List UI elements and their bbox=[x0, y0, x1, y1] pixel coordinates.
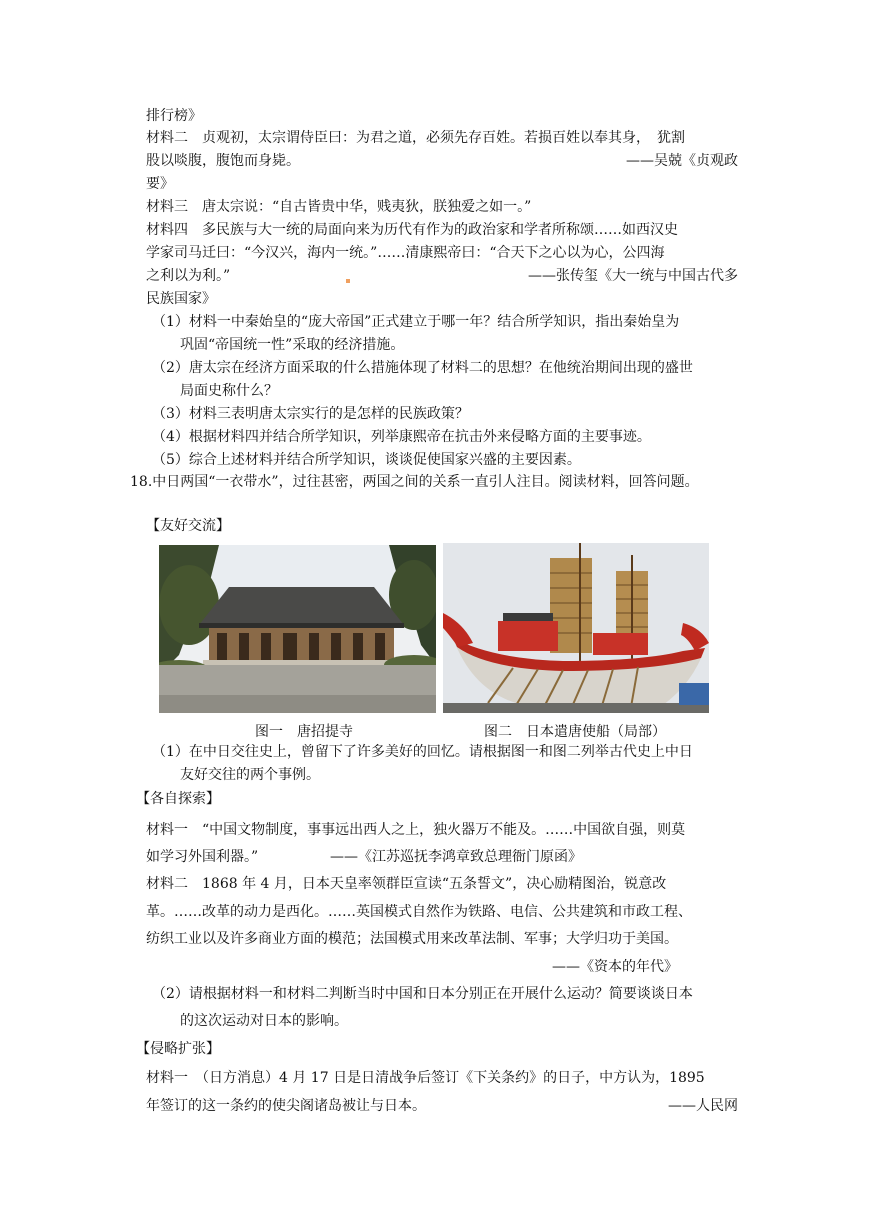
citation: ——人民网 bbox=[668, 1098, 738, 1114]
text-line: 股以啖腹，腹饱而身毙。 bbox=[146, 153, 300, 169]
question-2: （2）唐太宗在经济方面采取的什么措施体现了材料二的思想？在他统治期间出现的盛世 bbox=[152, 360, 693, 376]
text-line: 革。……改革的动力是西化。……英国模式自然作为铁路、电信、公共建筑和市政工程、 bbox=[146, 904, 692, 920]
material-one-line: 材料一 （日方消息）4 月 17 日是日清战争后签订《下关条约》的日子，中方认为，1895 bbox=[146, 1070, 705, 1086]
text-line: 之利以为利。” bbox=[146, 268, 231, 284]
section-heading-aggression: 【侵略扩张】 bbox=[136, 1041, 220, 1057]
question-3: （3）材料三表明唐太宗实行的是怎样的民族政策？ bbox=[152, 406, 469, 422]
text-line: 纺织工业以及许多商业方面的模范；法国模式用来改革法制、军事；大学归功于美国。 bbox=[146, 931, 678, 947]
question-5: （5）综合上述材料并结合所学知识，谈谈促使国家兴盛的主要因素。 bbox=[152, 452, 581, 468]
figure-2-caption: 图二 日本遣唐使船（局部） bbox=[484, 724, 666, 740]
question-4: （4）根据材料四并结合所学知识，列举康熙帝在抗击外来侵略方面的主要事迹。 bbox=[152, 429, 651, 445]
citation: ——吴兢《贞观政 bbox=[626, 153, 738, 169]
material-two-line: 材料二 1868 年 4 月，日本天皇率领群臣宣读“五条誓文”，决心励精图治，锐意改 bbox=[146, 876, 667, 892]
material-two-line: 材料二 贞观初，太宗谓侍臣曰：为君之道，必须先存百姓。若损百姓以奉其身， 犹割 bbox=[146, 130, 685, 146]
text-line: 如学习外国利器。” bbox=[146, 849, 259, 865]
material-one-line: 材料一 “中国文物制度，事事远出西人之上，独火器万不能及。……中国欲自强，则莫 bbox=[146, 822, 686, 838]
citation: ——《资本的年代》 bbox=[552, 959, 678, 975]
text-line: 排行榜》 bbox=[146, 108, 202, 124]
text-line: 学家司马迁曰：“今汉兴，海内一统。”……清康熙帝曰：“合天下之心以为心，公四海 bbox=[146, 245, 665, 261]
figure-temple-photo bbox=[159, 545, 436, 713]
sub-question-2-cont: 的这次运动对日本的影响。 bbox=[180, 1013, 348, 1029]
sub-question-1: （1）在中日交往史上，曾留下了许多美好的回忆。请根据图一和图二列举古代史上中日 bbox=[152, 744, 693, 760]
stray-mark bbox=[346, 279, 350, 283]
sub-question-2: （2）请根据材料一和材料二判断当时中国和日本分别正在开展什么运动？简要谈谈日本 bbox=[152, 986, 693, 1002]
text-line: 要》 bbox=[146, 176, 174, 192]
material-three-line: 材料三 唐太宗说：“自古皆贵中华，贱夷狄，朕独爱之如一。” bbox=[146, 199, 532, 215]
figure-1-caption: 图一 唐招提寺 bbox=[255, 724, 353, 740]
text-line: 年签订的这一条约的使尖阁诸岛被让与日本。 bbox=[146, 1098, 426, 1114]
text-line: 民族国家》 bbox=[146, 291, 216, 307]
question-18-heading: 18.中日两国“一衣带水”，过往甚密，两国之间的关系一直引人注目。阅读材料，回答问题。 bbox=[130, 474, 699, 490]
question-1: （1）材料一中秦始皇的“庞大帝国”正式建立于哪一年？结合所学知识，指出秦始皇为 bbox=[152, 314, 680, 330]
figure-ship-photo bbox=[443, 543, 709, 713]
sub-question-1-cont: 友好交往的两个事例。 bbox=[180, 767, 320, 783]
citation: ——张传玺《大一统与中国古代多 bbox=[528, 268, 738, 284]
section-heading-friendly: 【友好交流】 bbox=[146, 518, 230, 534]
question-2-cont: 局面史称什么？ bbox=[180, 383, 278, 399]
question-1-cont: 巩固“帝国统一性”采取的经济措施。 bbox=[180, 337, 405, 353]
section-heading-exploration: 【各自探索】 bbox=[136, 791, 220, 807]
citation: ——《江苏巡抚李鸿章致总理衙门原函》 bbox=[330, 849, 582, 865]
material-four-line: 材料四 多民族与大一统的局面向来为历代有作为的政治家和学者所称颂……如西汉史 bbox=[146, 222, 678, 238]
